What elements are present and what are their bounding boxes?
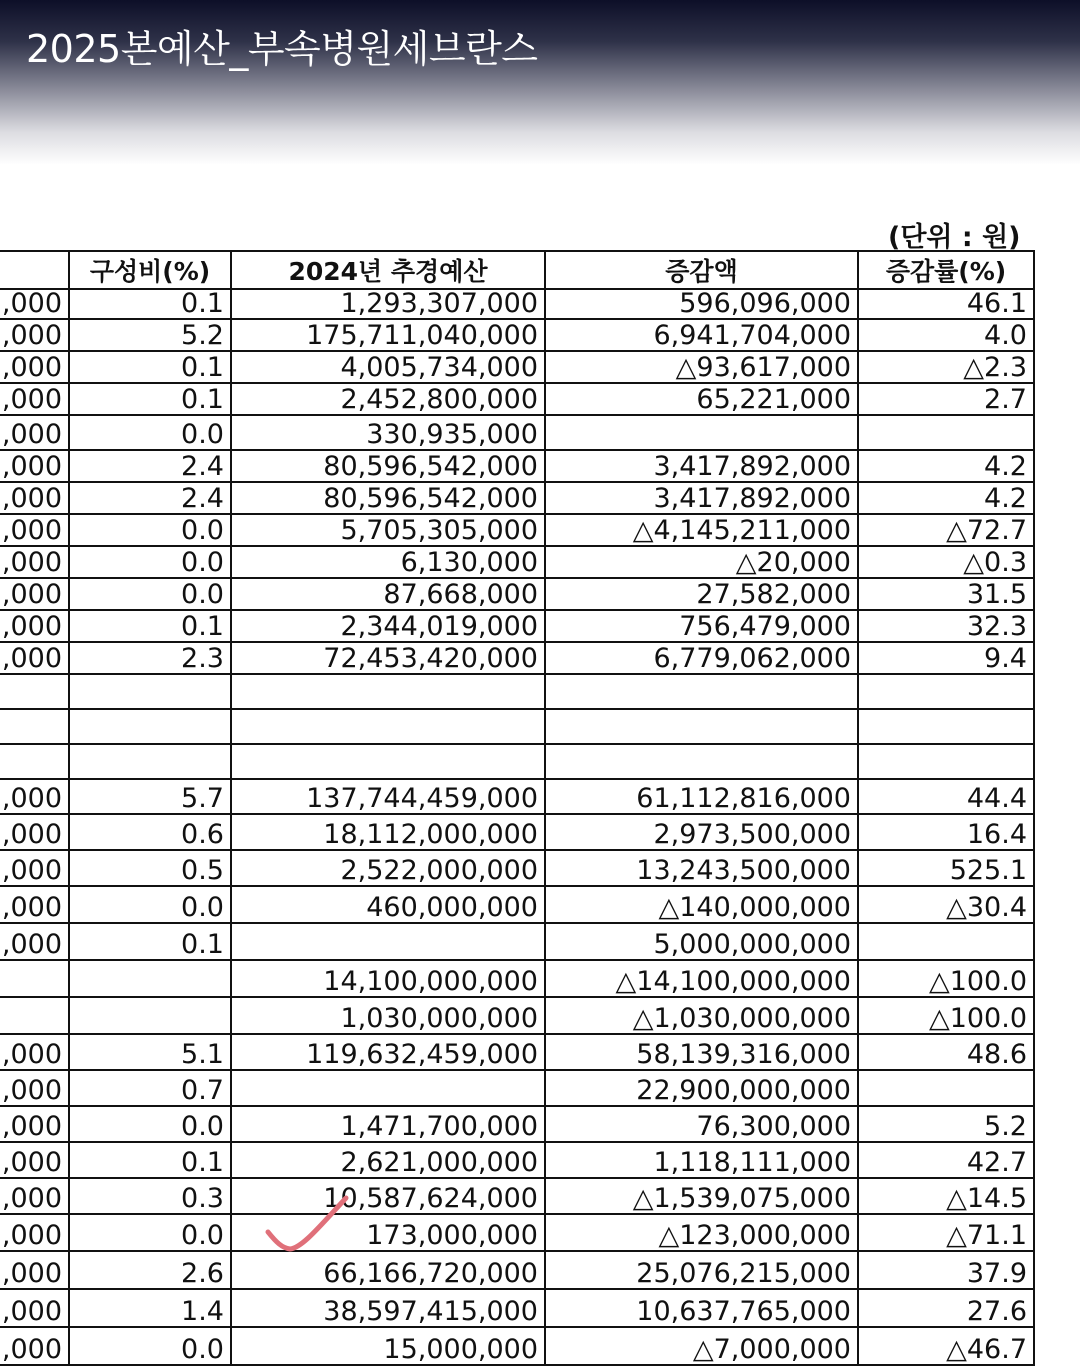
cell-previous: ,000 (0, 1034, 69, 1070)
cell-change-amount: △1,539,075,000 (545, 1178, 858, 1214)
cell-previous: ,000 (0, 850, 69, 886)
table-row (0, 450, 1034, 482)
cell-composition-ratio: 0.1 (69, 289, 231, 319)
cell-composition-ratio: 0.0 (69, 415, 231, 450)
cell-change-rate: △100.0 (858, 960, 1034, 997)
cell-change-amount: △4,145,211,000 (545, 514, 858, 546)
table-row (0, 1251, 1034, 1289)
cell-2024-budget: 5,705,305,000 (231, 514, 545, 546)
table-row (0, 482, 1034, 514)
cell-change-rate: △30.4 (858, 886, 1034, 923)
cell-change-amount: △14,100,000,000 (545, 960, 858, 997)
cell-change-rate (858, 709, 1034, 744)
table-row (0, 351, 1034, 383)
cell-composition-ratio: 2.4 (69, 482, 231, 514)
cell-composition-ratio: 0.0 (69, 1327, 231, 1365)
cell-2024-budget (231, 1070, 545, 1106)
table-header-row (0, 251, 1034, 289)
cell-change-amount: 3,417,892,000 (545, 450, 858, 482)
cell-2024-budget: 38,597,415,000 (231, 1289, 545, 1327)
cell-change-amount (545, 674, 858, 709)
table-row (0, 886, 1034, 923)
cell-change-rate: 42.7 (858, 1142, 1034, 1178)
cell-change-rate: △100.0 (858, 997, 1034, 1034)
cell-previous: ,000 (0, 1070, 69, 1106)
cell-previous: ,000 (0, 1289, 69, 1327)
cell-previous: ,000 (0, 415, 69, 450)
table-row (0, 1106, 1034, 1142)
cell-change-rate: 4.0 (858, 319, 1034, 351)
cell-change-amount: △20,000 (545, 546, 858, 578)
cell-change-rate: 2.7 (858, 383, 1034, 415)
cell-composition-ratio: 2.4 (69, 450, 231, 482)
cell-2024-budget: 72,453,420,000 (231, 642, 545, 674)
cell-composition-ratio (69, 674, 231, 709)
table-row (0, 578, 1034, 610)
table-row (0, 779, 1034, 814)
cell-change-amount: 22,900,000,000 (545, 1070, 858, 1106)
cell-previous: ,000 (0, 1178, 69, 1214)
cell-composition-ratio: 0.6 (69, 814, 231, 850)
cell-2024-budget: 10,587,624,000 (231, 1178, 545, 1214)
table-row (0, 850, 1034, 886)
table-row (0, 1178, 1034, 1214)
cell-2024-budget: 1,293,307,000 (231, 289, 545, 319)
cell-composition-ratio (69, 709, 231, 744)
cell-2024-budget: 2,452,800,000 (231, 383, 545, 415)
cell-composition-ratio: 5.2 (69, 319, 231, 351)
cell-change-amount: 10,637,765,000 (545, 1289, 858, 1327)
table-row (0, 674, 1034, 709)
table-row (0, 1327, 1034, 1365)
cell-previous: ,000 (0, 1251, 69, 1289)
cell-change-amount: 2,973,500,000 (545, 814, 858, 850)
cell-previous: ,000 (0, 482, 69, 514)
cell-change-rate: 525.1 (858, 850, 1034, 886)
cell-previous: ,000 (0, 319, 69, 351)
cell-previous (0, 997, 69, 1034)
cell-change-rate (858, 744, 1034, 779)
cell-composition-ratio: 2.6 (69, 1251, 231, 1289)
cell-change-amount: 6,941,704,000 (545, 319, 858, 351)
table-row (0, 814, 1034, 850)
cell-change-amount: △140,000,000 (545, 886, 858, 923)
cell-change-rate: △0.3 (858, 546, 1034, 578)
cell-change-rate: 4.2 (858, 450, 1034, 482)
cell-previous: ,000 (0, 383, 69, 415)
table-row (0, 1070, 1034, 1106)
table-row (0, 960, 1034, 997)
table-row (0, 610, 1034, 642)
cell-composition-ratio: 0.1 (69, 610, 231, 642)
cell-composition-ratio: 1.4 (69, 1289, 231, 1327)
cell-previous: ,000 (0, 1327, 69, 1365)
table-row (0, 1214, 1034, 1251)
cell-2024-budget: 2,522,000,000 (231, 850, 545, 886)
cell-2024-budget: 15,000,000 (231, 1327, 545, 1365)
cell-change-amount: 65,221,000 (545, 383, 858, 415)
cell-change-rate: △14.5 (858, 1178, 1034, 1214)
cell-previous: ,000 (0, 779, 69, 814)
cell-2024-budget (231, 744, 545, 779)
cell-change-amount: 76,300,000 (545, 1106, 858, 1142)
table-row (0, 546, 1034, 578)
cell-2024-budget: 1,471,700,000 (231, 1106, 545, 1142)
cell-2024-budget: 460,000,000 (231, 886, 545, 923)
cell-composition-ratio (69, 997, 231, 1034)
cell-change-rate: △2.3 (858, 351, 1034, 383)
cell-composition-ratio: 0.0 (69, 1214, 231, 1251)
cell-previous: ,000 (0, 546, 69, 578)
title-bar (0, 0, 1080, 165)
column-header-change-amount: 증감액 (545, 251, 858, 289)
cell-2024-budget: 4,005,734,000 (231, 351, 545, 383)
cell-composition-ratio: 0.0 (69, 546, 231, 578)
cell-change-rate: 4.2 (858, 482, 1034, 514)
cell-composition-ratio: 0.0 (69, 514, 231, 546)
cell-change-amount: △1,030,000,000 (545, 997, 858, 1034)
table-row (0, 744, 1034, 779)
cell-change-rate: 37.9 (858, 1251, 1034, 1289)
cell-previous: ,000 (0, 1214, 69, 1251)
cell-change-rate: 31.5 (858, 578, 1034, 610)
table-row (0, 923, 1034, 960)
cell-2024-budget (231, 709, 545, 744)
cell-change-rate: 27.6 (858, 1289, 1034, 1327)
cell-2024-budget: 80,596,542,000 (231, 450, 545, 482)
cell-change-rate (858, 674, 1034, 709)
cell-2024-budget: 1,030,000,000 (231, 997, 545, 1034)
cell-previous: ,000 (0, 1142, 69, 1178)
cell-previous: ,000 (0, 610, 69, 642)
cell-change-rate (858, 923, 1034, 960)
cell-2024-budget: 137,744,459,000 (231, 779, 545, 814)
column-header-composition-ratio: 구성비(%) (69, 251, 231, 289)
document-title: 2025본예산_부속병원세브란스 (26, 27, 538, 71)
cell-2024-budget: 2,621,000,000 (231, 1142, 545, 1178)
cell-previous: ,000 (0, 450, 69, 482)
cell-change-amount: 1,118,111,000 (545, 1142, 858, 1178)
column-header-change-rate: 증감률(%) (858, 251, 1034, 289)
cell-change-amount: 61,112,816,000 (545, 779, 858, 814)
cell-change-rate: 44.4 (858, 779, 1034, 814)
cell-change-rate: △71.1 (858, 1214, 1034, 1251)
cell-2024-budget: 173,000,000 (231, 1214, 545, 1251)
cell-composition-ratio: 5.7 (69, 779, 231, 814)
cell-previous: ,000 (0, 351, 69, 383)
cell-previous (0, 674, 69, 709)
cell-change-rate (858, 415, 1034, 450)
checkmark-icon (264, 1192, 354, 1262)
table-row (0, 1142, 1034, 1178)
cell-change-amount: 6,779,062,000 (545, 642, 858, 674)
cell-2024-budget (231, 674, 545, 709)
cell-change-amount: △93,617,000 (545, 351, 858, 383)
cell-composition-ratio: 0.1 (69, 923, 231, 960)
cell-previous: ,000 (0, 642, 69, 674)
cell-change-amount: 756,479,000 (545, 610, 858, 642)
cell-change-rate: 9.4 (858, 642, 1034, 674)
cell-2024-budget: 6,130,000 (231, 546, 545, 578)
cell-previous (0, 744, 69, 779)
cell-change-amount: 58,139,316,000 (545, 1034, 858, 1070)
cell-previous (0, 960, 69, 997)
table-row (0, 1034, 1034, 1070)
table-row (0, 383, 1034, 415)
table-row (0, 415, 1034, 450)
cell-change-amount: △123,000,000 (545, 1214, 858, 1251)
table-row (0, 289, 1034, 319)
cell-2024-budget: 66,166,720,000 (231, 1251, 545, 1289)
cell-2024-budget: 2,344,019,000 (231, 610, 545, 642)
cell-change-amount: 596,096,000 (545, 289, 858, 319)
cell-change-amount (545, 415, 858, 450)
unit-note: (단위 : 원) (888, 222, 1021, 253)
cell-change-amount: 27,582,000 (545, 578, 858, 610)
cell-2024-budget: 14,100,000,000 (231, 960, 545, 997)
cell-previous: ,000 (0, 1106, 69, 1142)
cell-previous: ,000 (0, 289, 69, 319)
cell-composition-ratio: 0.0 (69, 886, 231, 923)
cell-composition-ratio: 5.1 (69, 1034, 231, 1070)
cell-change-amount (545, 709, 858, 744)
cell-2024-budget: 80,596,542,000 (231, 482, 545, 514)
cell-2024-budget: 175,711,040,000 (231, 319, 545, 351)
cell-composition-ratio (69, 960, 231, 997)
cell-composition-ratio: 0.1 (69, 351, 231, 383)
cell-change-amount: 3,417,892,000 (545, 482, 858, 514)
cell-previous: ,000 (0, 923, 69, 960)
cell-change-amount: 5,000,000,000 (545, 923, 858, 960)
cell-change-amount (545, 744, 858, 779)
column-header-previous (0, 251, 69, 289)
cell-2024-budget: 119,632,459,000 (231, 1034, 545, 1070)
cell-previous (0, 709, 69, 744)
table-row (0, 319, 1034, 351)
cell-change-rate: 46.1 (858, 289, 1034, 319)
budget-table (0, 250, 1035, 1366)
cell-2024-budget: 87,668,000 (231, 578, 545, 610)
cell-composition-ratio (69, 744, 231, 779)
cell-composition-ratio: 0.5 (69, 850, 231, 886)
cell-2024-budget: 330,935,000 (231, 415, 545, 450)
cell-change-rate: 5.2 (858, 1106, 1034, 1142)
cell-previous: ,000 (0, 886, 69, 923)
cell-change-rate: 32.3 (858, 610, 1034, 642)
cell-2024-budget (231, 923, 545, 960)
cell-change-amount: △7,000,000 (545, 1327, 858, 1365)
cell-composition-ratio: 0.0 (69, 578, 231, 610)
cell-change-rate: △72.7 (858, 514, 1034, 546)
cell-change-rate: △46.7 (858, 1327, 1034, 1365)
cell-change-rate (858, 1070, 1034, 1106)
table-row (0, 997, 1034, 1034)
cell-change-amount: 13,243,500,000 (545, 850, 858, 886)
table-row (0, 642, 1034, 674)
cell-2024-budget: 18,112,000,000 (231, 814, 545, 850)
cell-composition-ratio: 0.1 (69, 383, 231, 415)
cell-composition-ratio: 0.3 (69, 1178, 231, 1214)
table-row (0, 709, 1034, 744)
cell-composition-ratio: 0.7 (69, 1070, 231, 1106)
cell-change-rate: 48.6 (858, 1034, 1034, 1070)
column-header-2024-supplementary-budget: 2024년 추경예산 (231, 251, 545, 289)
cell-change-rate: 16.4 (858, 814, 1034, 850)
cell-previous: ,000 (0, 578, 69, 610)
cell-composition-ratio: 0.0 (69, 1106, 231, 1142)
table-row (0, 1289, 1034, 1327)
cell-change-amount: 25,076,215,000 (545, 1251, 858, 1289)
table-row (0, 514, 1034, 546)
cell-previous: ,000 (0, 514, 69, 546)
cell-previous: ,000 (0, 814, 69, 850)
cell-composition-ratio: 0.1 (69, 1142, 231, 1178)
cell-composition-ratio: 2.3 (69, 642, 231, 674)
